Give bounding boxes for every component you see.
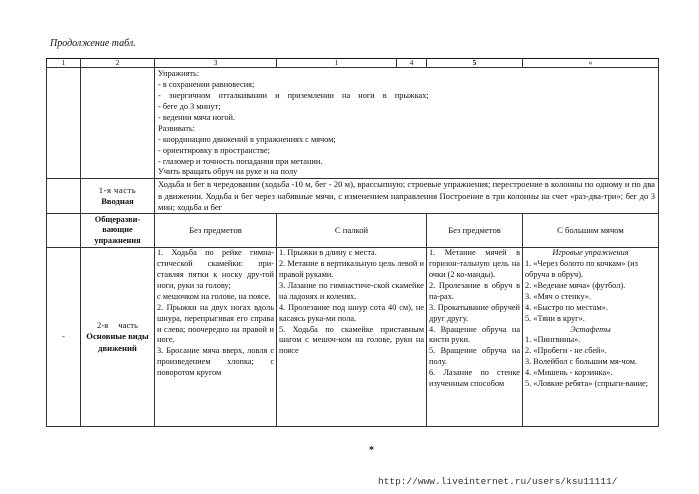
part1-text: Ходьба и бег в чередовании (ходьба -10 м, бег - 20 м), врассыпную; строевые упражнения; перестроение в колонны по одному и по два в движении. Ходьба и бег через набивные мячи, с изменением направления Построение в три колонны на счет «раз-два-три»; бег до 3 мин; ходьба и бег [155,179,659,214]
list-item: 4. Вращение обруча на кисти руки. [429,324,520,345]
list-item: 5. Ходьба по скамейке приставным шагом с мешоч-ком на голове, руки на поясе [279,324,424,356]
list-item: 1. Прыжки в длину с места. [279,247,377,257]
general-col2: С палкой [277,213,427,247]
intro-line: Учить вращать обруч на руке и на полу [158,167,298,177]
part2-dash: - [47,247,81,426]
general-col1: Без предметов [155,213,277,247]
general-col4: С большим мячом [523,213,659,247]
list-item: 5. «Тяни в круг». [525,313,585,323]
list-item: 1. Метание мячей в горизон-тальную цель на очки (2 ко-манды). [429,247,520,279]
part2-col1 [155,247,277,426]
list-item: 3. Волейбол с большим мя-чом. [525,357,638,367]
header-cell: 2 [81,59,155,68]
part2-col4 [523,247,659,426]
list-item: 4. Пролезание под шнур сота 40 см), не касаясь рука-ми пола. [279,302,424,323]
general-col3: Без предметов [427,213,523,247]
intro-line: - ориентировку в пространстве; [158,145,270,155]
intro-line: - беге до 3 минут; [158,101,221,111]
list-item: 6. Лазание по стенке изученным способом [429,368,520,389]
part2-col3 [427,247,523,426]
intro-line: - глазомер и точность попадания при метании. [158,156,323,166]
list-item: 2. Прыжки на двух ногах вдоль шнура, перепрыгивая его справа и слева; поочередно на правой и ноге. [157,302,274,345]
list-item: 2. «Ведение мяча» (футбол). [525,280,626,290]
list-item: 5. Вращение обруча на полу. [429,346,520,367]
intro-line: Развивать: [158,123,195,133]
list-item: с мешочком на голове, на поясе. [157,291,271,301]
header-cell: 1 [47,59,81,68]
header-row [47,59,659,68]
part1-label: 1-я часть [98,184,137,195]
intro-line: - в сохранении равновесия; [158,79,255,89]
part1-label-cell [81,179,155,214]
list-item: 3. Лазание по гимнастиче-ской скамейке на ладонях и коленях. [279,280,424,301]
header-cell: 5 [427,59,523,68]
part2-col2 [277,247,427,426]
intro-line: - ведении мяча ногой. [158,112,236,122]
watermark-url: http://www.liveinternet.ru/users/ksu11111/ [378,476,618,487]
general-label: Общеразви-вающие упражнения [81,213,155,247]
part2-label-cell [81,247,155,426]
part2-row [47,247,659,426]
header-cell: 4 [397,59,427,68]
general-row [47,213,659,247]
intro-cell [155,68,659,179]
col4-heading: Эстафеты [570,324,611,334]
list-item: 4. «Быстро по местам». [525,302,608,312]
header-cell: 1 [277,59,397,68]
part2-label: 2-я часть [97,320,138,331]
list-item: 3. Прокатывание обручей друг другу. [429,302,520,323]
table-caption: Продолжение табл. [50,38,136,49]
part1-title: Вводная [101,196,134,207]
intro-line: - энергичном отталкивании и приземлении на ноги в прыжках; [158,90,429,100]
part2-title: Основные виды движений [86,331,149,353]
header-cell: 3 [155,59,277,68]
list-item: 5. «Ловкие ребята» (спрыги-вание; [525,379,649,389]
intro-line: - координацию движений в упражнениях с мячом; [158,134,336,144]
list-item: 3. Бросание мяча вверх, ловля с произведением хлопка; с поворотом кругом [157,346,274,378]
list-item: 2. Пролезание в обруч в па-рах. [429,280,520,301]
list-item: 1. Ходьба по рейке гимна-стической скамейки: при-ставляя пятки к носку дру-гой ноги, руки за голову; [157,247,274,290]
list-item: 3. «Мяч о стенку». [525,291,592,301]
list-item: 2. «Пробеги - не сбей». [525,346,607,356]
part1-row [47,179,659,214]
col4-heading: Игровые упражнения [552,247,629,257]
header-cell: « [523,59,659,68]
list-item: 1. «Пингвины». [525,335,581,345]
list-item: 2. Метание в вертикальную цель левой и правой руками. [279,258,424,279]
lesson-plan-table [46,58,659,427]
intro-row [47,68,659,179]
intro-line: Упражнять: [158,69,200,78]
list-item: 1. «Через болото по кочкам» (из обруча в обруч). [525,258,638,279]
footer-mark: * [369,445,374,456]
list-item: 4. «Мишень - корзинка». [525,368,613,378]
